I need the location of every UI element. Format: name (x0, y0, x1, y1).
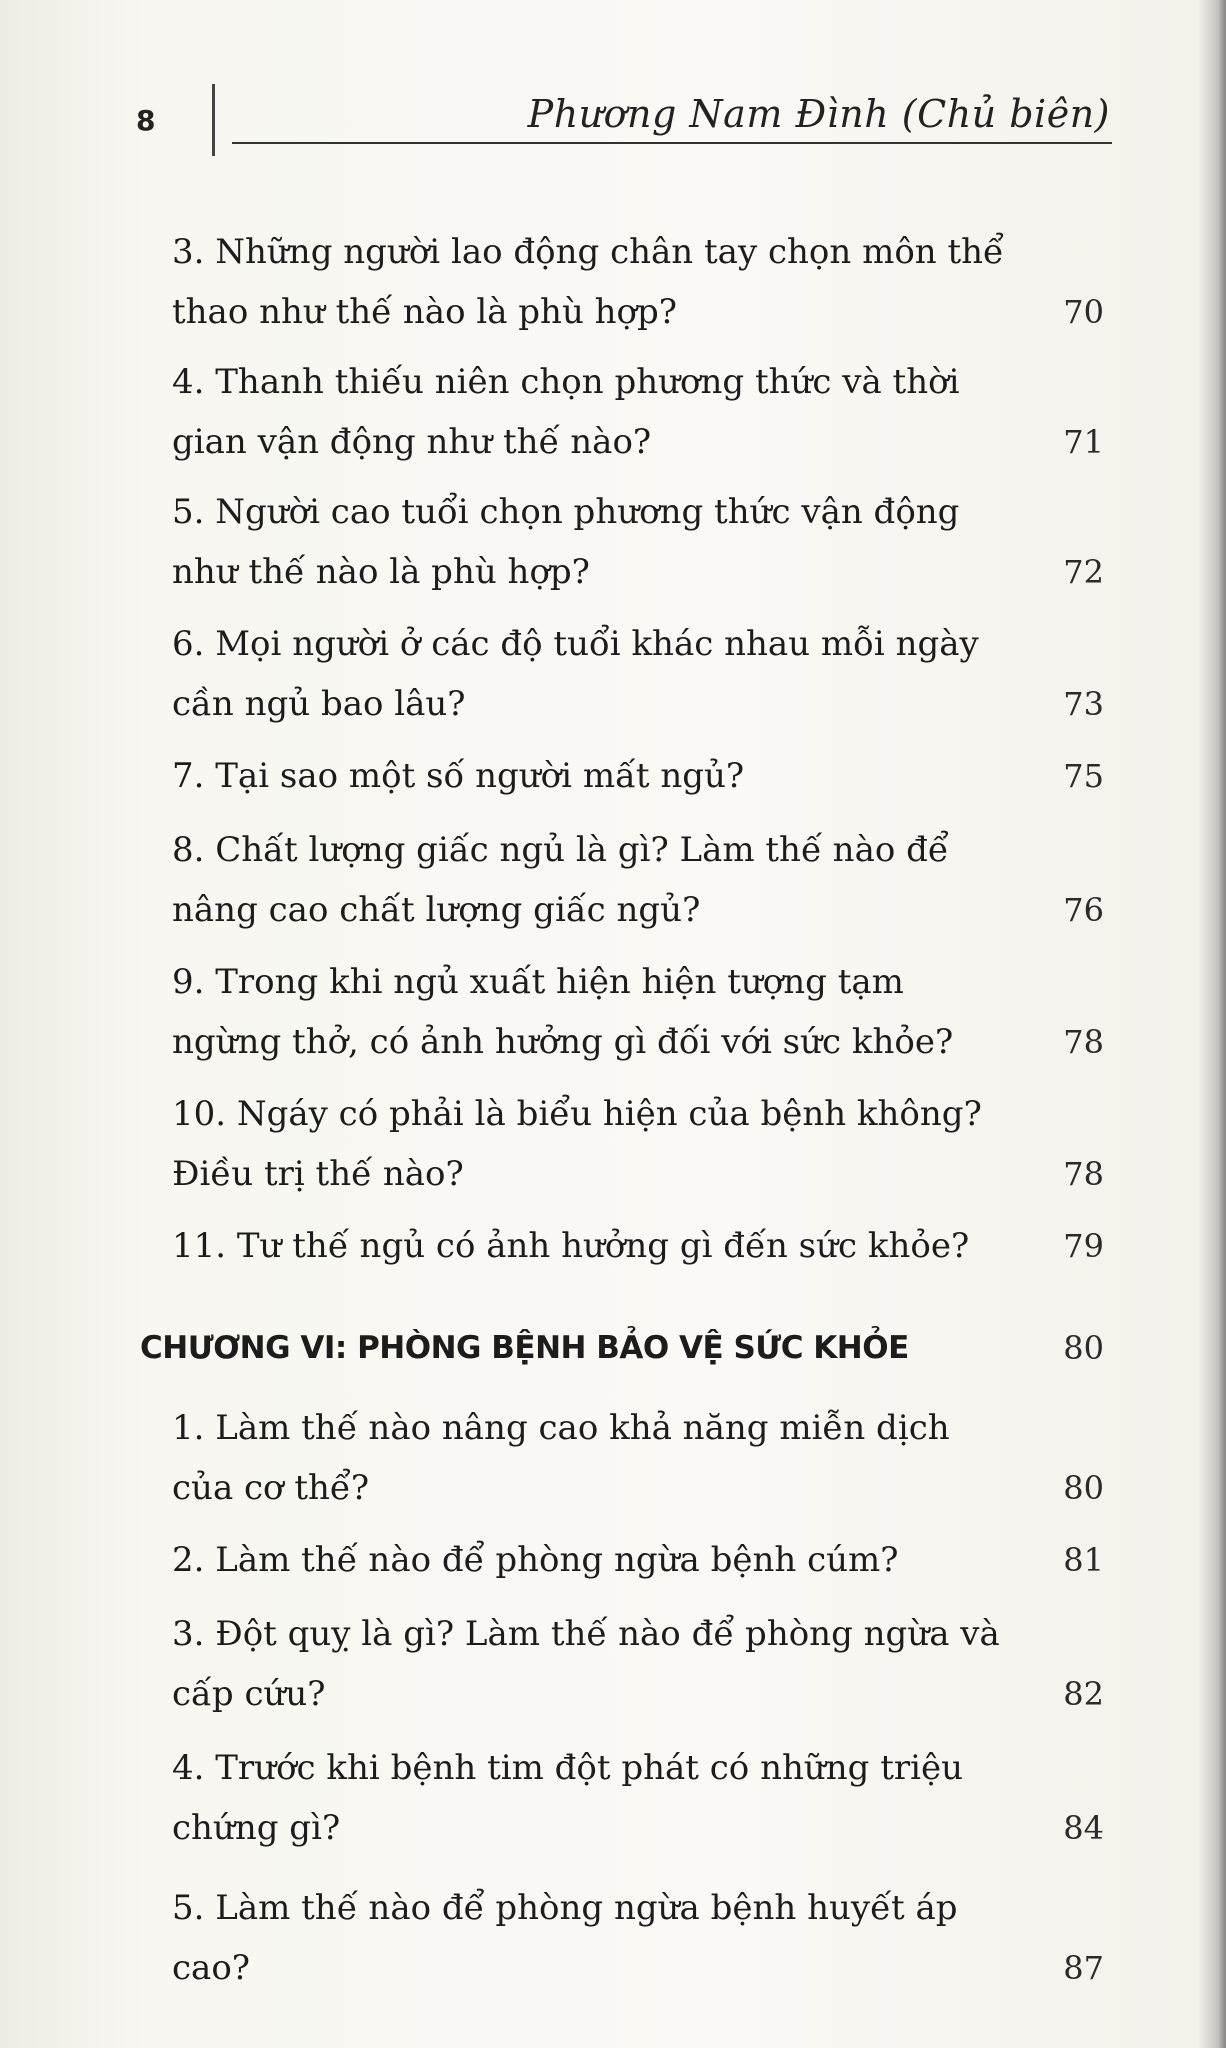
toc-entry (172, 820, 1104, 940)
toc-entry (172, 746, 1104, 806)
toc-entry-page: 78 (1063, 1023, 1104, 1061)
toc-entry (172, 952, 1104, 1072)
toc-entry-text: 4. Thanh thiếu niên chọn phương thức và thời gian vận động như thế nào? (172, 362, 960, 462)
toc-entry-page: 70 (1063, 293, 1104, 331)
header-divider (212, 84, 215, 156)
toc-entry-page: 80 (1063, 1469, 1104, 1507)
page-edge-shadow (1198, 0, 1226, 2048)
toc-entry-page: 72 (1063, 553, 1104, 591)
toc-entry-page: 73 (1063, 685, 1104, 723)
toc-entry (172, 1604, 1104, 1724)
toc-entry-text: 11. Tư thế ngủ có ảnh hưởng gì đến sức khỏe? (172, 1226, 970, 1266)
toc-entry (172, 482, 1104, 602)
toc-entry-text: 1. Làm thế nào nâng cao khả năng miễn dịch của cơ thể? (172, 1408, 950, 1508)
toc-entry-text: 7. Tại sao một số người mất ngủ? (172, 756, 745, 796)
toc-entry-page: 87 (1063, 1949, 1104, 1987)
toc-entry-page: 71 (1063, 423, 1104, 461)
chapter-heading (140, 1318, 1104, 1378)
toc-entry-page: 76 (1063, 891, 1104, 929)
toc-entry-text: 6. Mọi người ở các độ tuổi khác nhau mỗi ngày cần ngủ bao lâu? (172, 624, 979, 724)
chapter-title: CHƯƠNG VI: PHÒNG BỆNH BẢO VỆ SỨC KHỎE (140, 1330, 909, 1366)
toc-entry (172, 222, 1104, 342)
toc-entry-text: 5. Người cao tuổi chọn phương thức vận động như thế nào là phù hợp? (172, 492, 960, 592)
header-rule (232, 142, 1112, 144)
toc-entry (172, 614, 1104, 734)
toc-entry-text: 3. Những người lao động chân tay chọn môn thể thao như thế nào là phù hợp? (172, 232, 1004, 332)
toc-entry-page: 78 (1063, 1155, 1104, 1193)
toc-entry-text: 4. Trước khi bệnh tim đột phát có những triệu chứng gì? (172, 1748, 964, 1848)
toc-entry-page: 81 (1063, 1541, 1104, 1579)
page-number: 8 (136, 104, 156, 137)
toc-entry-page: 75 (1063, 757, 1104, 795)
toc-entry-text: 9. Trong khi ngủ xuất hiện hiện tượng tạm ngừng thở, có ảnh hưởng gì đối với sức khỏe? (172, 962, 954, 1062)
toc-entry (172, 1878, 1104, 1998)
toc-entry (172, 352, 1104, 472)
toc-entry (172, 1398, 1104, 1518)
toc-entry-text: 2. Làm thế nào để phòng ngừa bệnh cúm? (172, 1540, 899, 1580)
toc-entry-text: 3. Đột quỵ là gì? Làm thế nào để phòng ngừa và cấp cứu? (172, 1614, 1000, 1714)
running-title: Phương Nam Đình (Chủ biên) (527, 92, 1110, 136)
running-header (0, 0, 1226, 170)
toc-entry-text: 8. Chất lượng giấc ngủ là gì? Làm thế nào để nâng cao chất lượng giấc ngủ? (172, 830, 949, 930)
toc-entry-page: 79 (1063, 1227, 1104, 1265)
toc-entry-text: 5. Làm thế nào để phòng ngừa bệnh huyết áp cao? (172, 1888, 958, 1988)
toc-entry (172, 1216, 1104, 1276)
toc-entry (172, 1530, 1104, 1590)
toc-entry-page: 82 (1063, 1675, 1104, 1713)
toc-entry (172, 1084, 1104, 1204)
toc-entry-page: 84 (1063, 1809, 1104, 1847)
toc-entry-text: 10. Ngáy có phải là biểu hiện của bệnh không? Điều trị thế nào? (172, 1094, 982, 1194)
toc-entry (172, 1738, 1104, 1858)
chapter-page: 80 (1063, 1329, 1104, 1367)
